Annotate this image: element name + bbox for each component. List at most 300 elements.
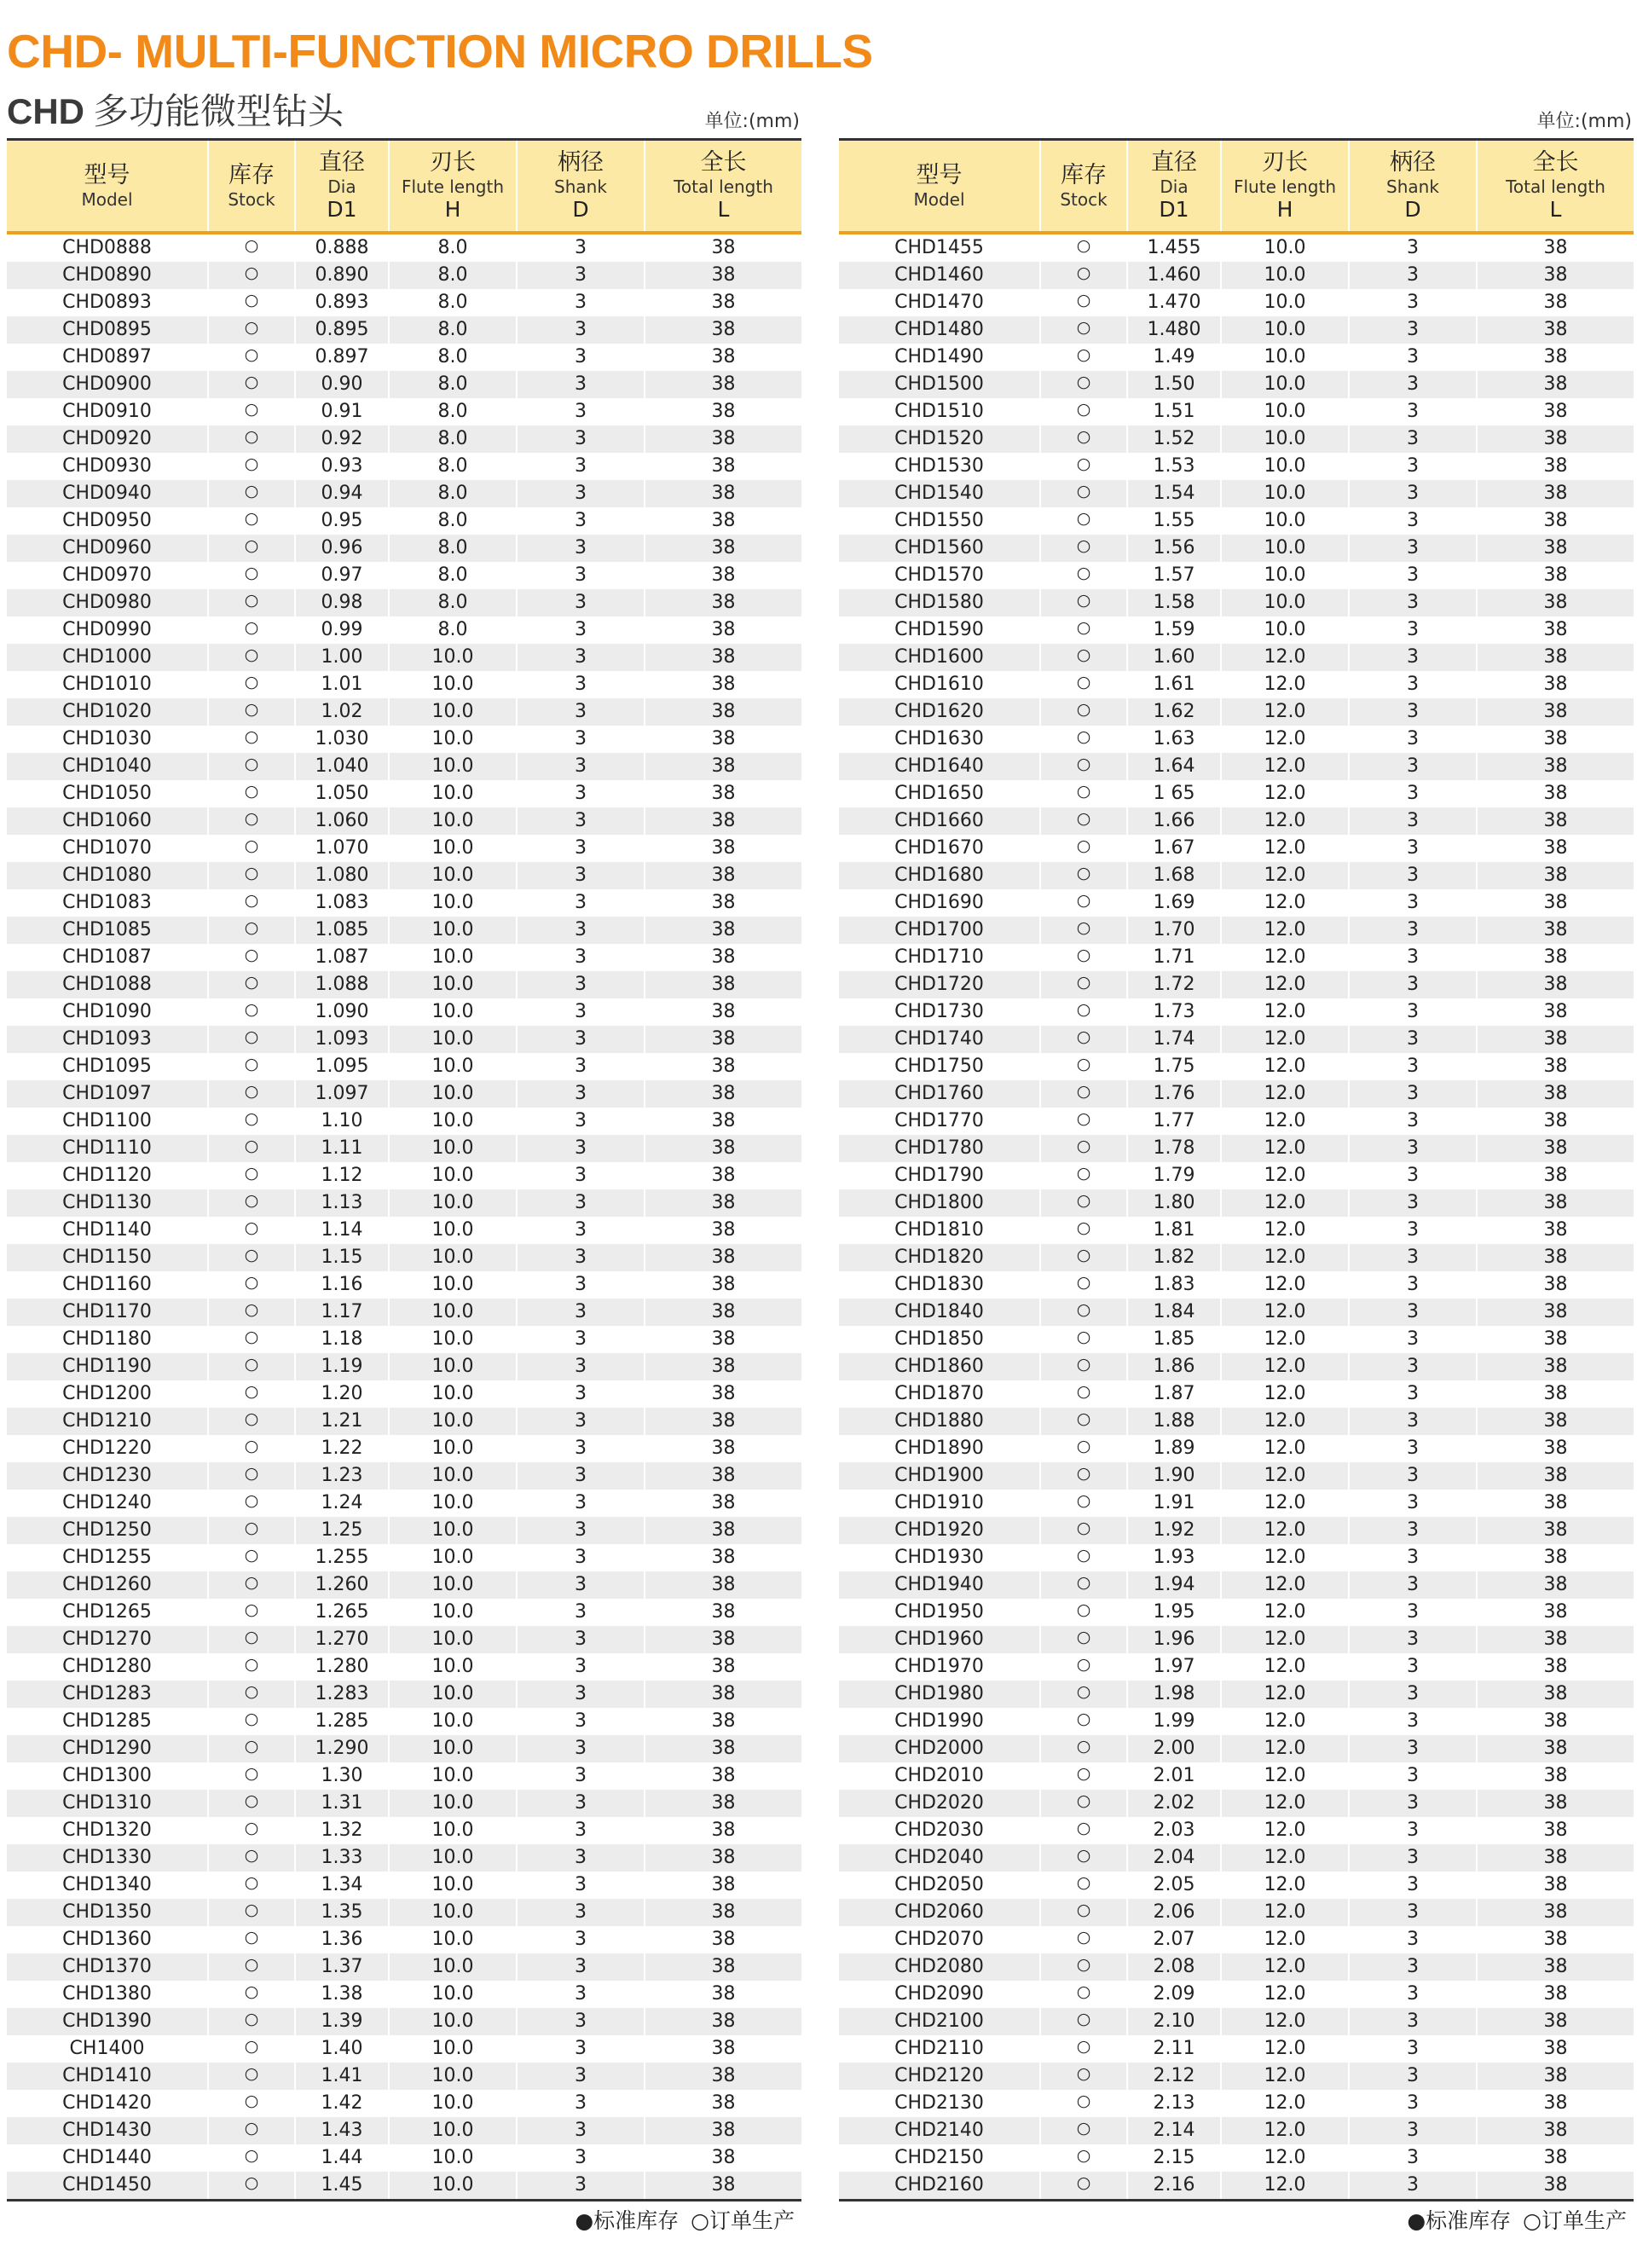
table-row	[839, 835, 1634, 862]
stock-symbol: ○	[1076, 400, 1091, 419]
dia-cell: 1.67	[1127, 835, 1221, 862]
stock-symbol: ○	[244, 400, 259, 419]
table-row	[839, 2144, 1634, 2172]
total-length-cell: 38	[1477, 1162, 1634, 1189]
total-length-cell: 38	[645, 944, 801, 971]
model-cell: CHD1710	[839, 944, 1040, 971]
flute-length-cell: 12.0	[1221, 1544, 1349, 1571]
shank-cell: 3	[517, 2063, 645, 2090]
total-length-cell: 38	[645, 2063, 801, 2090]
model-cell: CHD2030	[839, 1817, 1040, 1844]
model-cell: CHD1460	[839, 262, 1040, 289]
flute-length-cell: 12.0	[1221, 1626, 1349, 1653]
shank-cell: 3	[1349, 507, 1477, 535]
total-length-cell: 38	[1477, 753, 1634, 780]
total-length-cell: 38	[645, 698, 801, 726]
model-cell: CHD1080	[7, 862, 208, 889]
table-row	[839, 480, 1634, 507]
total-length-cell: 38	[645, 535, 801, 562]
subtitle-prefix: CHD	[7, 91, 84, 131]
dia-cell: 1.280	[295, 1653, 389, 1681]
flute-length-cell: 12.0	[1221, 1817, 1349, 1844]
table-row	[7, 1217, 801, 1244]
stock-symbol: ○	[244, 946, 259, 964]
flute-length-cell: 10.0	[389, 1681, 517, 1708]
stock-symbol: ○	[1076, 1819, 1091, 1837]
stock-cell	[208, 698, 295, 726]
stock-cell	[1040, 1108, 1127, 1135]
dia-cell: 1.83	[1127, 1271, 1221, 1299]
model-cell: CHD1350	[7, 1899, 208, 1926]
flute-length-cell: 8.0	[389, 398, 517, 425]
table-row	[839, 698, 1634, 726]
total-length-cell: 38	[1477, 1762, 1634, 1790]
table-row	[839, 1244, 1634, 1271]
table-row	[7, 1162, 801, 1189]
flute-length-cell: 10.0	[389, 2144, 517, 2172]
stock-cell	[1040, 1844, 1127, 1872]
total-length-cell: 38	[645, 1108, 801, 1135]
table-row	[839, 971, 1634, 998]
table-row	[839, 1762, 1634, 1790]
total-length-cell: 38	[1477, 1026, 1634, 1053]
total-length-cell: 38	[645, 1790, 801, 1817]
shank-cell: 3	[517, 698, 645, 726]
dia-cell: 1.455	[1127, 234, 1221, 262]
stock-cell	[1040, 535, 1127, 562]
dia-cell: 1.097	[295, 1080, 389, 1108]
table-row	[7, 371, 801, 398]
model-cell: CHD0890	[7, 262, 208, 289]
stock-cell	[1040, 262, 1127, 289]
total-length-cell: 38	[645, 2090, 801, 2117]
total-length-cell: 38	[1477, 1108, 1634, 1135]
header-total	[645, 141, 801, 231]
table-row	[839, 234, 1634, 262]
table-row	[839, 1571, 1634, 1599]
stock-cell	[1040, 2172, 1127, 2199]
total-length-cell: 38	[645, 1326, 801, 1353]
model-cell: CHD1050	[7, 780, 208, 807]
total-length-cell: 38	[1477, 1135, 1634, 1162]
total-length-cell: 38	[645, 807, 801, 835]
flute-length-cell: 10.0	[389, 1653, 517, 1681]
stock-cell	[1040, 698, 1127, 726]
dia-cell: 1.17	[295, 1299, 389, 1326]
model-cell: CHD2020	[839, 1790, 1040, 1817]
stock-symbol: ○	[244, 891, 259, 910]
table-row	[839, 780, 1634, 807]
dia-cell: 1.87	[1127, 1380, 1221, 1408]
table-row	[839, 1299, 1634, 1326]
shank-cell: 3	[1349, 1435, 1477, 1462]
model-cell: CHD1285	[7, 1708, 208, 1735]
shank-cell: 3	[517, 671, 645, 698]
table-row	[7, 1762, 801, 1790]
dia-cell: 1.31	[295, 1790, 389, 1817]
shank-cell: 3	[1349, 262, 1477, 289]
stock-cell	[1040, 1899, 1127, 1926]
model-cell: CHD1190	[7, 1353, 208, 1380]
stock-symbol: ○	[1076, 1137, 1091, 1155]
stock-symbol: ○	[244, 836, 259, 855]
dia-cell: 1.55	[1127, 507, 1221, 535]
flute-length-cell: 12.0	[1221, 1653, 1349, 1681]
total-length-cell: 38	[1477, 671, 1634, 698]
table-row	[839, 1135, 1634, 1162]
flute-length-cell: 12.0	[1221, 1490, 1349, 1517]
table-row	[839, 1790, 1634, 1817]
shank-cell: 3	[517, 1953, 645, 1981]
total-length-cell: 38	[645, 2144, 801, 2172]
page-title: CHD- MULTI-FUNCTION MICRO DRILLS	[7, 25, 873, 78]
total-length-cell: 38	[1477, 644, 1634, 671]
dia-cell: 1.093	[295, 1026, 389, 1053]
shank-cell: 3	[517, 1326, 645, 1353]
flute-length-cell: 10.0	[389, 1380, 517, 1408]
stock-cell	[1040, 1926, 1127, 1953]
total-length-cell: 38	[1477, 344, 1634, 371]
total-length-cell: 38	[1477, 371, 1634, 398]
stock-symbol: ○	[1076, 1682, 1091, 1701]
total-length-cell: 38	[1477, 1408, 1634, 1435]
total-length-cell: 38	[1477, 1490, 1634, 1517]
stock-cell	[1040, 480, 1127, 507]
stock-cell	[1040, 1244, 1127, 1271]
stock-symbol: ○	[1076, 345, 1091, 364]
flute-length-cell: 12.0	[1221, 2144, 1349, 2172]
shank-cell: 3	[1349, 1080, 1477, 1108]
total-length-cell: 38	[645, 480, 801, 507]
table-row	[7, 1926, 801, 1953]
stock-cell	[1040, 1435, 1127, 1462]
total-length-cell: 38	[1477, 889, 1634, 917]
stock-cell	[208, 1571, 295, 1599]
model-cell: CHD1030	[7, 726, 208, 753]
stock-symbol: ○	[244, 1464, 259, 1483]
model-cell: CHD2160	[839, 2172, 1040, 2199]
header-total-en: Total length	[674, 176, 773, 197]
shank-cell: 3	[1349, 835, 1477, 862]
table-row	[7, 616, 801, 644]
stock-cell	[1040, 835, 1127, 862]
model-cell: CHD1140	[7, 1217, 208, 1244]
model-cell: CHD1920	[839, 1517, 1040, 1544]
model-cell: CHD1780	[839, 1135, 1040, 1162]
model-cell: CHD1520	[839, 425, 1040, 453]
flute-length-cell: 12.0	[1221, 1053, 1349, 1080]
stock-symbol: ○	[1076, 2092, 1091, 2110]
stock-symbol: ○	[1076, 318, 1091, 337]
flute-length-cell: 10.0	[389, 1080, 517, 1108]
header-shank-en: Shank	[554, 176, 607, 197]
table-row	[7, 234, 801, 262]
dia-cell: 1.66	[1127, 807, 1221, 835]
shank-cell: 3	[1349, 453, 1477, 480]
total-length-cell: 38	[1477, 1326, 1634, 1353]
dia-cell: 1.283	[295, 1681, 389, 1708]
dia-cell: 1.76	[1127, 1080, 1221, 1108]
flute-length-cell: 12.0	[1221, 1872, 1349, 1899]
stock-cell	[1040, 1080, 1127, 1108]
total-length-cell: 38	[645, 616, 801, 644]
shank-cell: 3	[1349, 1708, 1477, 1735]
model-cell: CHD1070	[7, 835, 208, 862]
shank-cell: 3	[1349, 1872, 1477, 1899]
model-cell: CHD1020	[7, 698, 208, 726]
stock-cell	[1040, 2090, 1127, 2117]
total-length-cell: 38	[645, 1271, 801, 1299]
flute-length-cell: 12.0	[1221, 807, 1349, 835]
flute-length-cell: 12.0	[1221, 862, 1349, 889]
dia-cell: 1.270	[295, 1626, 389, 1653]
stock-symbol: ○	[244, 1928, 259, 1947]
stock-cell	[1040, 1408, 1127, 1435]
stock-cell	[208, 2144, 295, 2172]
header-dia-sym: D1	[327, 197, 357, 222]
dia-cell: 1.14	[295, 1217, 389, 1244]
shank-cell: 3	[1349, 2172, 1477, 2199]
flute-length-cell: 8.0	[389, 589, 517, 616]
shank-cell: 3	[1349, 1408, 1477, 1435]
table-row	[839, 2063, 1634, 2090]
model-cell: CHD1770	[839, 1108, 1040, 1135]
stock-symbol: ○	[244, 2173, 259, 2192]
shank-cell: 3	[1349, 944, 1477, 971]
shank-cell: 3	[517, 1626, 645, 1653]
shank-cell: 3	[517, 998, 645, 1026]
shank-cell: 3	[517, 1681, 645, 1708]
shank-cell: 3	[1349, 671, 1477, 698]
shank-cell: 3	[517, 1353, 645, 1380]
dia-cell: 1.49	[1127, 344, 1221, 371]
model-cell: CHD1250	[7, 1517, 208, 1544]
flute-length-cell: 10.0	[1221, 616, 1349, 644]
total-length-cell: 38	[645, 1953, 801, 1981]
model-cell: CHD1550	[839, 507, 1040, 535]
dia-cell: 1.94	[1127, 1571, 1221, 1599]
dia-cell: 1.80	[1127, 1189, 1221, 1217]
total-length-cell: 38	[1477, 425, 1634, 453]
total-length-cell: 38	[1477, 1926, 1634, 1953]
dia-cell: 1.095	[295, 1053, 389, 1080]
stock-cell	[1040, 234, 1127, 262]
table-row	[7, 398, 801, 425]
model-cell: CHD1860	[839, 1353, 1040, 1380]
legend-standard: ●标准库存	[575, 2208, 680, 2233]
dia-cell: 1.42	[295, 2090, 389, 2117]
model-cell: CHD2140	[839, 2117, 1040, 2144]
table-row	[839, 1271, 1634, 1299]
dia-cell: 1.460	[1127, 262, 1221, 289]
stock-cell	[1040, 753, 1127, 780]
header-flute-sym: H	[444, 197, 461, 222]
total-length-cell: 38	[645, 1217, 801, 1244]
table-row	[7, 1517, 801, 1544]
stock-cell	[1040, 862, 1127, 889]
dia-cell: 1.72	[1127, 971, 1221, 998]
total-length-cell: 38	[1477, 562, 1634, 589]
flute-length-cell: 12.0	[1221, 1790, 1349, 1817]
header-dia-sym: D1	[1159, 197, 1189, 222]
stock-symbol: ○	[244, 318, 259, 337]
model-cell: CHD2130	[839, 2090, 1040, 2117]
stock-symbol: ○	[1076, 482, 1091, 500]
dia-cell: 1.85	[1127, 1326, 1221, 1353]
flute-length-cell: 10.0	[389, 1490, 517, 1517]
flute-length-cell: 8.0	[389, 371, 517, 398]
model-cell: CHD1930	[839, 1544, 1040, 1571]
total-length-cell: 38	[645, 726, 801, 753]
flute-length-cell: 12.0	[1221, 726, 1349, 753]
stock-cell	[1040, 1681, 1127, 1708]
stock-symbol: ○	[244, 291, 259, 310]
stock-cell	[1040, 1517, 1127, 1544]
total-length-cell: 38	[1477, 2035, 1634, 2063]
flute-length-cell: 12.0	[1221, 1217, 1349, 1244]
total-length-cell: 38	[645, 1926, 801, 1953]
total-length-cell: 38	[645, 835, 801, 862]
flute-length-cell: 10.0	[389, 944, 517, 971]
flute-length-cell: 10.0	[389, 807, 517, 835]
legend-order: ○订单生产	[691, 2208, 795, 2233]
stock-cell	[1040, 807, 1127, 835]
header-flute	[1221, 141, 1349, 231]
model-cell: CHD2000	[839, 1735, 1040, 1762]
model-cell: CHD1340	[7, 1872, 208, 1899]
total-length-cell: 38	[645, 425, 801, 453]
stock-cell	[1040, 944, 1127, 971]
table-row	[7, 971, 801, 998]
total-length-cell: 38	[1477, 589, 1634, 616]
dia-cell: 1.43	[295, 2117, 389, 2144]
stock-cell	[208, 1380, 295, 1408]
stock-cell	[1040, 1571, 1127, 1599]
dia-cell: 1.060	[295, 807, 389, 835]
table-row	[7, 889, 801, 917]
stock-cell	[208, 2172, 295, 2199]
total-length-cell: 38	[1477, 1571, 1634, 1599]
flute-length-cell: 10.0	[389, 998, 517, 1026]
stock-cell	[208, 1872, 295, 1899]
model-cell: CHD1265	[7, 1599, 208, 1626]
model-cell: CHD1120	[7, 1162, 208, 1189]
total-length-cell: 38	[1477, 1299, 1634, 1326]
stock-cell	[1040, 971, 1127, 998]
flute-length-cell: 10.0	[389, 2172, 517, 2199]
model-cell: CHD1760	[839, 1080, 1040, 1108]
stock-symbol: ○	[1076, 700, 1091, 719]
dia-cell: 1.92	[1127, 1517, 1221, 1544]
table-row	[839, 1544, 1634, 1571]
dia-cell: 1.38	[295, 1981, 389, 2008]
table-row	[7, 425, 801, 453]
stock-cell	[208, 1981, 295, 2008]
stock-cell	[208, 971, 295, 998]
dia-cell: 1.10	[295, 1108, 389, 1135]
total-length-cell: 38	[1477, 1462, 1634, 1490]
flute-length-cell: 12.0	[1221, 1162, 1349, 1189]
stock-cell	[1040, 616, 1127, 644]
table-row	[7, 807, 801, 835]
stock-cell	[208, 425, 295, 453]
model-cell: CHD1280	[7, 1653, 208, 1681]
stock-symbol: ○	[1076, 1382, 1091, 1401]
model-cell: CHD1450	[7, 2172, 208, 2199]
shank-cell: 3	[517, 2144, 645, 2172]
stock-symbol: ○	[244, 2010, 259, 2028]
header-total	[1477, 141, 1634, 231]
flute-length-cell: 12.0	[1221, 1108, 1349, 1135]
stock-symbol: ○	[244, 236, 259, 255]
flute-length-cell: 10.0	[389, 698, 517, 726]
model-cell: CHD1380	[7, 1981, 208, 2008]
stock-symbol: ○	[1076, 1409, 1091, 1428]
flute-length-cell: 12.0	[1221, 1026, 1349, 1053]
stock-symbol: ○	[244, 454, 259, 473]
shank-cell: 3	[1349, 917, 1477, 944]
total-length-cell: 38	[1477, 1217, 1634, 1244]
stock-cell	[1040, 1490, 1127, 1517]
model-cell: CHD2070	[839, 1926, 1040, 1953]
stock-symbol: ○	[244, 1628, 259, 1646]
dia-cell: 0.96	[295, 535, 389, 562]
stock-symbol: ○	[1076, 618, 1091, 637]
shank-cell: 3	[1349, 1790, 1477, 1817]
stock-symbol: ○	[1076, 836, 1091, 855]
total-length-cell: 38	[1477, 1080, 1634, 1108]
table-row	[7, 2172, 801, 2199]
stock-symbol: ○	[244, 1000, 259, 1019]
stock-symbol: ○	[244, 509, 259, 528]
dia-cell: 1.22	[295, 1435, 389, 1462]
stock-cell	[1040, 1135, 1127, 1162]
model-cell: CHD1130	[7, 1189, 208, 1217]
total-length-cell: 38	[1477, 726, 1634, 753]
table-row	[839, 1162, 1634, 1189]
stock-symbol: ○	[244, 755, 259, 773]
stock-symbol: ○	[244, 1901, 259, 1919]
table-row	[839, 1844, 1634, 1872]
flute-length-cell: 8.0	[389, 344, 517, 371]
table-row	[839, 1899, 1634, 1926]
shank-cell: 3	[1349, 1981, 1477, 2008]
dia-cell: 1.89	[1127, 1435, 1221, 1462]
dia-cell: 0.94	[295, 480, 389, 507]
stock-cell	[208, 1053, 295, 1080]
shank-cell: 3	[517, 535, 645, 562]
stock-cell	[208, 1953, 295, 1981]
flute-length-cell: 10.0	[389, 671, 517, 698]
dia-cell: 1.93	[1127, 1544, 1221, 1571]
shank-cell: 3	[517, 1244, 645, 1271]
flute-length-cell: 12.0	[1221, 1681, 1349, 1708]
model-cell: CHD1510	[839, 398, 1040, 425]
shank-cell: 3	[517, 1108, 645, 1135]
shank-cell: 3	[1349, 1026, 1477, 1053]
total-length-cell: 38	[645, 2008, 801, 2035]
table-row	[839, 2035, 1634, 2063]
table-row	[7, 289, 801, 316]
flute-length-cell: 12.0	[1221, 1981, 1349, 2008]
table-row	[839, 398, 1634, 425]
total-length-cell: 38	[1477, 698, 1634, 726]
shank-cell: 3	[1349, 780, 1477, 807]
stock-symbol: ○	[244, 427, 259, 446]
flute-length-cell: 12.0	[1221, 1408, 1349, 1435]
table-row	[7, 1326, 801, 1353]
total-length-cell: 38	[645, 1353, 801, 1380]
